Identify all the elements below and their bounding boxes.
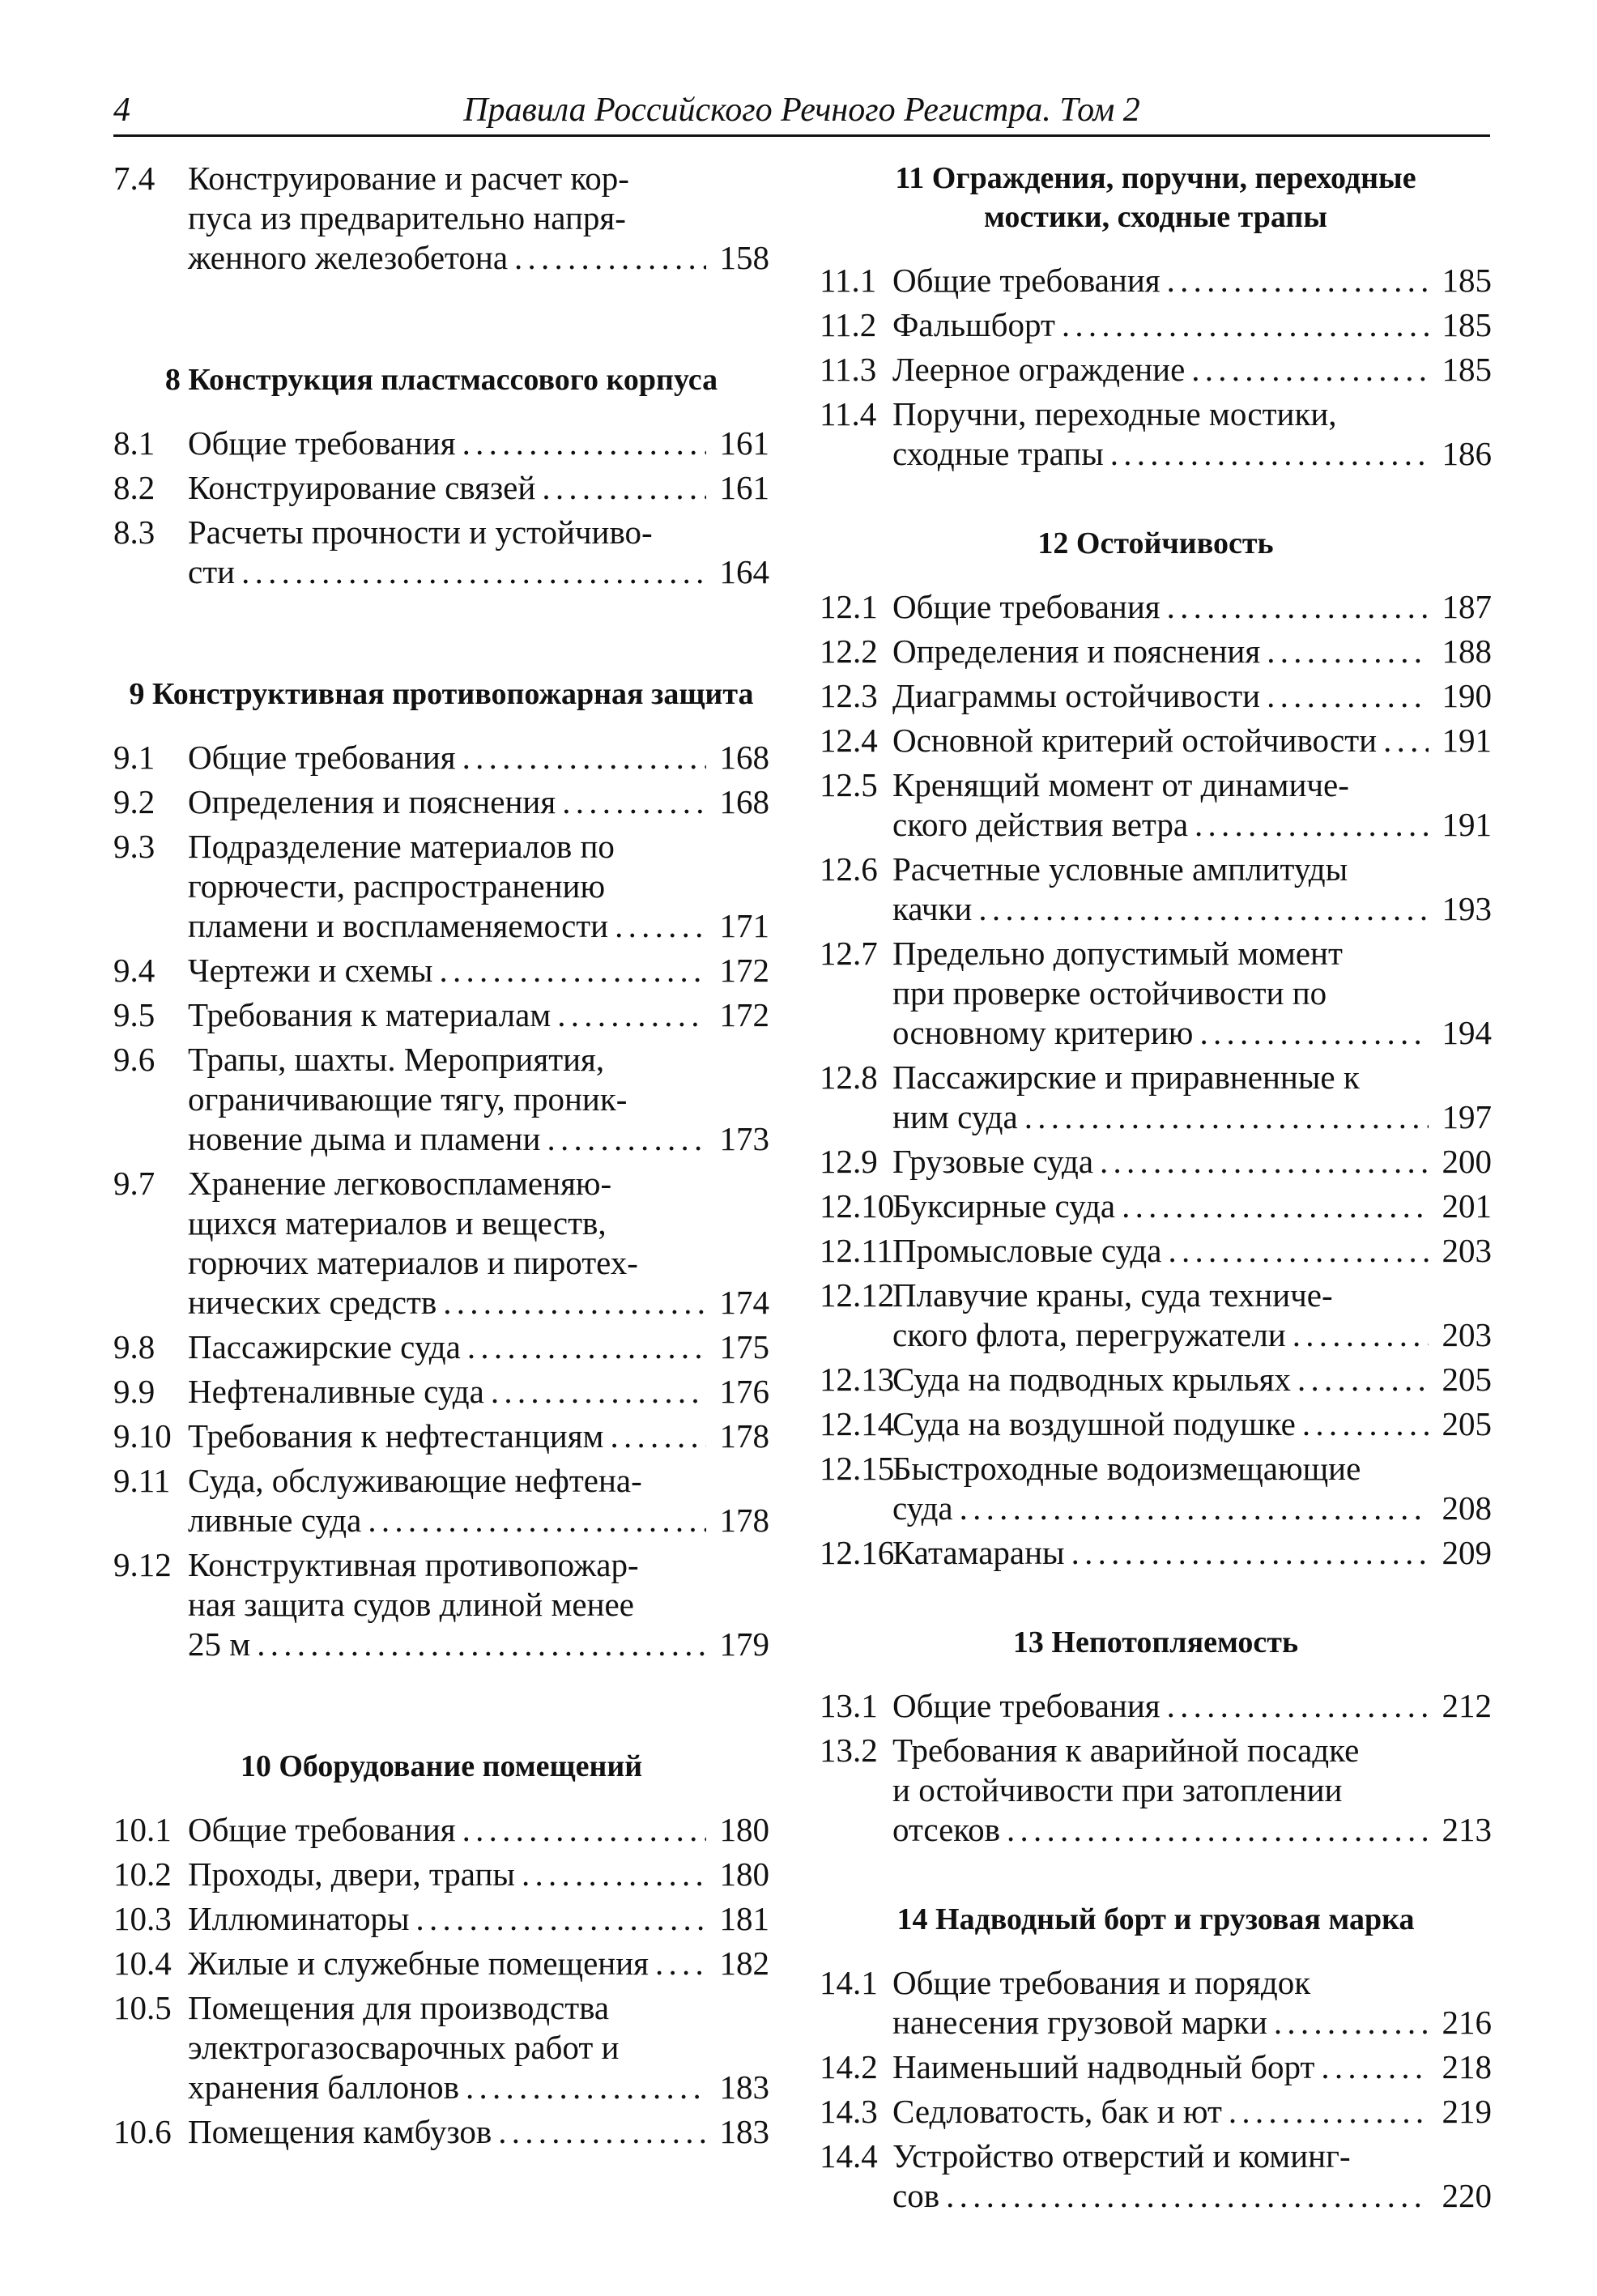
entry-number: 14.3 <box>820 2093 878 2130</box>
entry-line: Конструктивная противопожар- <box>188 1546 639 1583</box>
entry-title: Общие требования <box>892 262 1160 299</box>
section-heading <box>820 159 1492 236</box>
entry-number: 8.3 <box>113 513 155 551</box>
entry-title: Общие требования <box>188 1811 456 1848</box>
leader-dots <box>1167 261 1429 300</box>
entry-title: основному критерию <box>892 1014 1194 1051</box>
entry-number: 11.1 <box>820 262 877 299</box>
toc-entry[interactable] <box>820 1533 1492 1573</box>
entry-title: Общие требования <box>188 739 456 776</box>
toc-entry[interactable] <box>113 995 769 1035</box>
entry-number: 10.3 <box>113 1900 172 1937</box>
entry-page: 174 <box>719 1284 769 1321</box>
entry-line: Требования к аварийной посадке <box>892 1732 1360 1769</box>
entry-title: сходные трапы <box>892 435 1104 472</box>
toc-entry[interactable] <box>113 1899 769 1939</box>
entry-page: 205 <box>1442 1405 1492 1442</box>
leader-dots <box>1297 1360 1429 1399</box>
entry-title: Седловатость, бак и ют <box>892 2093 1222 2130</box>
entry-title: ливные суда <box>188 1502 362 1539</box>
entry-title: Наименьший надводный борт <box>892 2048 1315 2085</box>
toc-entry[interactable] <box>820 1449 1492 1528</box>
entry-title: ского флота, перегружатели <box>892 1316 1286 1353</box>
section-heading-line: 11 Ограждения, поручни, переходные <box>895 161 1416 195</box>
entry-line: Суда, обслуживающие нефтена- <box>188 1462 642 1499</box>
leader-dots <box>257 1625 706 1664</box>
entry-title: Жилые и служебные помещения <box>188 1945 649 1982</box>
leader-dots <box>978 889 1429 929</box>
entry-title: Пассажирские суда <box>188 1328 461 1365</box>
toc-entry[interactable] <box>820 1142 1492 1182</box>
leader-dots <box>498 2112 706 2152</box>
entry-title: Определения и пояснения <box>892 633 1261 670</box>
toc-entry[interactable] <box>820 721 1492 760</box>
toc-entry[interactable] <box>820 261 1492 300</box>
entry-line: горючести, распространению <box>188 867 606 905</box>
entry-title: ского действия ветра <box>892 806 1189 843</box>
leader-dots <box>241 552 706 592</box>
leader-dots <box>443 1283 706 1323</box>
entry-number: 12.13 <box>820 1361 895 1398</box>
entry-page: 187 <box>1442 588 1492 625</box>
toc-entry[interactable] <box>820 676 1492 716</box>
entry-title: хранения баллонов <box>188 2068 459 2106</box>
toc-entry[interactable] <box>820 1404 1492 1444</box>
entry-title: Проходы, двери, трапы <box>188 1855 515 1893</box>
entry-number: 12.5 <box>820 766 878 803</box>
leader-dots <box>491 1372 706 1412</box>
section-heading: 8 Конструкция пластмассового корпуса <box>164 363 718 397</box>
toc-entry[interactable] <box>820 1231 1492 1271</box>
section-heading-line: мостики, сходные трапы <box>984 200 1327 234</box>
leader-dots <box>1110 434 1429 474</box>
toc-entry[interactable] <box>820 934 1492 1053</box>
entry-number: 12.15 <box>820 1450 895 1487</box>
entry-page: 183 <box>719 2068 769 2106</box>
entry-page: 197 <box>1442 1098 1492 1135</box>
header-rule <box>113 134 1490 137</box>
entry-line: электрогазосварочных работ и <box>188 2029 620 2066</box>
toc-entry[interactable] <box>820 1686 1492 1726</box>
entry-number: 9.7 <box>113 1165 155 1202</box>
entry-number: 12.11 <box>820 1232 893 1269</box>
entry-line: Поручни, переходные мостики, <box>892 395 1337 432</box>
entry-page: 193 <box>1442 890 1492 927</box>
running-title: Правила Российского Речного Регистра. Том 2 <box>463 92 1140 129</box>
leader-dots <box>542 468 706 508</box>
toc-entry[interactable] <box>113 468 769 508</box>
entry-page: 208 <box>1442 1489 1492 1527</box>
leader-dots <box>462 424 706 463</box>
entry-page: 185 <box>1442 262 1492 299</box>
leader-dots <box>1062 305 1429 345</box>
entry-title: Леерное ограждение <box>892 351 1186 388</box>
leader-dots <box>522 1855 706 1894</box>
toc-entry[interactable] <box>113 1988 769 2107</box>
entry-number: 9.6 <box>113 1041 155 1078</box>
toc-column-left <box>113 159 769 2157</box>
leader-dots <box>368 1501 706 1540</box>
entry-line: Устройство отверстий и коминг- <box>892 2137 1351 2175</box>
toc-entry[interactable] <box>820 632 1492 671</box>
entry-page: 188 <box>1442 633 1492 670</box>
leader-dots <box>462 1810 706 1850</box>
entry-title: 25 м <box>188 1625 251 1663</box>
entry-page: 179 <box>719 1625 769 1663</box>
entry-page: 158 <box>719 239 769 276</box>
entry-number: 12.4 <box>820 722 878 759</box>
entry-page: 194 <box>1442 1014 1492 1051</box>
entry-page: 175 <box>719 1328 769 1365</box>
toc-entry[interactable] <box>820 1058 1492 1137</box>
entry-title: Нефтеналивные суда <box>188 1373 484 1410</box>
entry-number: 9.8 <box>113 1328 155 1365</box>
leader-dots <box>467 1327 706 1367</box>
leader-dots <box>557 995 706 1035</box>
entry-title: женного железобетона <box>188 239 509 276</box>
entry-number: 12.14 <box>820 1405 895 1442</box>
leader-dots <box>611 1416 706 1456</box>
entry-line: щихся материалов и веществ, <box>188 1204 607 1242</box>
leader-dots <box>946 2176 1429 2216</box>
entry-number: 12.6 <box>820 850 878 888</box>
entry-number: 12.16 <box>820 1534 895 1571</box>
toc-entry[interactable] <box>820 2092 1492 2132</box>
entry-page: 212 <box>1442 1687 1492 1724</box>
entry-page: 172 <box>719 996 769 1033</box>
entry-page: 180 <box>719 1811 769 1848</box>
leader-dots <box>1267 676 1429 716</box>
page-number: 4 <box>113 92 130 129</box>
entry-number: 10.5 <box>113 1989 172 2026</box>
entry-title: нанесения грузовой марки <box>892 2004 1267 2041</box>
leader-dots <box>960 1489 1429 1528</box>
entry-page: 171 <box>719 907 769 944</box>
leader-dots <box>1071 1533 1429 1573</box>
toc-entry[interactable] <box>113 1164 769 1323</box>
toc-entry[interactable] <box>820 1186 1492 1226</box>
leader-dots <box>1167 587 1429 627</box>
entry-page: 216 <box>1442 2004 1492 2041</box>
toc-entry[interactable] <box>113 827 769 946</box>
entry-page: 205 <box>1442 1361 1492 1398</box>
entry-line: и остойчивости при затоплении <box>892 1771 1343 1808</box>
toc-entry[interactable] <box>113 513 769 592</box>
entry-number: 9.5 <box>113 996 155 1033</box>
entry-number: 14.1 <box>820 1964 878 2001</box>
entry-number: 10.6 <box>113 2113 172 2150</box>
toc-entry[interactable] <box>113 1461 769 1540</box>
leader-dots <box>1302 1404 1429 1444</box>
entry-page: 213 <box>1442 1811 1492 1848</box>
entry-line: Общие требования и порядок <box>892 1964 1311 2001</box>
entry-page: 218 <box>1442 2048 1492 2085</box>
entry-number: 12.8 <box>820 1059 878 1096</box>
entry-line: Подразделение материалов по <box>188 828 615 865</box>
entry-line: пуса из предварительно напря- <box>188 199 626 236</box>
toc-column-right <box>820 159 1492 2221</box>
entry-line: Расчеты прочности и устойчиво- <box>188 513 653 551</box>
entry-title: качки <box>892 890 973 927</box>
entry-title: Требования к материалам <box>188 996 551 1033</box>
toc-entry[interactable] <box>820 587 1492 627</box>
toc-entry[interactable] <box>113 1416 769 1456</box>
toc-entry[interactable] <box>820 1360 1492 1399</box>
entry-page: 201 <box>1442 1187 1492 1225</box>
entry-line: Предельно допустимый момент <box>892 935 1343 972</box>
entry-title: ним суда <box>892 1098 1018 1135</box>
leader-dots <box>1191 350 1429 390</box>
entry-page: 186 <box>1442 435 1492 472</box>
entry-number: 12.10 <box>820 1187 895 1225</box>
toc-entry[interactable] <box>820 850 1492 929</box>
entry-number: 13.1 <box>820 1687 878 1724</box>
leader-dots <box>1100 1142 1429 1182</box>
entry-line: Конструирование и расчет кор- <box>188 160 629 197</box>
entry-number: 9.9 <box>113 1373 155 1410</box>
toc-entry[interactable] <box>113 2112 769 2152</box>
entry-number: 14.4 <box>820 2137 878 2175</box>
entry-number: 10.2 <box>113 1855 172 1893</box>
entry-number: 9.11 <box>113 1462 171 1499</box>
entry-title: Суда на подводных крыльях <box>892 1361 1292 1398</box>
entry-line: при проверке остойчивости по <box>892 974 1327 1012</box>
entry-line: Кренящий момент от динамиче- <box>892 766 1349 803</box>
entry-page: 176 <box>719 1373 769 1410</box>
toc-entry[interactable] <box>820 305 1492 345</box>
entry-page: 164 <box>719 553 769 590</box>
entry-number: 10.4 <box>113 1945 172 1982</box>
entry-number: 11.2 <box>820 306 877 343</box>
toc-entry[interactable] <box>113 1040 769 1159</box>
entry-number: 9.10 <box>113 1417 172 1455</box>
entry-title: Определения и пояснения <box>188 783 556 820</box>
entry-line: горючих материалов и пиротех- <box>188 1244 638 1281</box>
entry-number: 8.2 <box>113 469 155 506</box>
entry-number: 8.1 <box>113 424 155 462</box>
entry-page: 168 <box>719 783 769 820</box>
entry-page: 178 <box>719 1502 769 1539</box>
leader-dots <box>1199 1013 1429 1053</box>
entry-page: 182 <box>719 1945 769 1982</box>
entry-line: Хранение легковоспламеняю- <box>188 1165 612 1202</box>
section-heading: 9 Конструктивная противопожарная защита <box>129 677 754 711</box>
entry-page: 209 <box>1442 1534 1492 1571</box>
entry-title: нических средств <box>188 1284 437 1321</box>
entry-title: Конструирование связей <box>188 469 536 506</box>
entry-number: 12.7 <box>820 935 878 972</box>
toc-entry[interactable] <box>113 159 769 278</box>
toc-entry[interactable] <box>113 951 769 990</box>
leader-dots <box>466 2068 706 2107</box>
entry-page: 219 <box>1442 2093 1492 2130</box>
leader-dots <box>615 906 706 946</box>
entry-line: Пассажирские и приравненные к <box>892 1059 1360 1096</box>
leader-dots <box>1168 1231 1429 1271</box>
entry-title: Помещения камбузов <box>188 2113 492 2150</box>
entry-page: 183 <box>719 2113 769 2150</box>
entry-page: 168 <box>719 739 769 776</box>
entry-line: ограничивающие тягу, проник- <box>188 1080 628 1118</box>
toc-entry[interactable] <box>113 1810 769 1850</box>
leader-dots <box>462 738 706 777</box>
toc-entry[interactable] <box>113 738 769 777</box>
entry-title: Буксирные суда <box>892 1187 1116 1225</box>
entry-number: 9.4 <box>113 952 155 989</box>
toc-entry[interactable] <box>820 2136 1492 2216</box>
leader-dots <box>1122 1186 1429 1226</box>
entry-title: Грузовые суда <box>892 1143 1094 1180</box>
toc-entry[interactable] <box>820 765 1492 845</box>
entry-page: 190 <box>1442 677 1492 714</box>
section-heading: 14 Надводный борт и грузовая марка <box>896 1902 1415 1936</box>
leader-dots <box>439 951 706 990</box>
entry-line: Трапы, шахты. Мероприятия, <box>188 1041 605 1078</box>
leader-dots <box>1024 1097 1429 1137</box>
entry-page: 203 <box>1442 1232 1492 1269</box>
entry-number: 10.1 <box>113 1811 172 1848</box>
entry-number: 11.3 <box>820 351 877 388</box>
toc-entry[interactable] <box>820 2047 1492 2087</box>
entry-page: 203 <box>1442 1316 1492 1353</box>
entry-line: Быстроходные водоизмещающие <box>892 1450 1361 1487</box>
toc-entry[interactable] <box>820 1731 1492 1850</box>
leader-dots <box>1195 805 1429 845</box>
leader-dots <box>1229 2092 1429 2132</box>
running-header <box>113 91 1490 133</box>
entry-page: 185 <box>1442 306 1492 343</box>
leader-dots <box>1267 632 1429 671</box>
leader-dots <box>562 782 706 822</box>
entry-page: 161 <box>719 469 769 506</box>
toc-entry[interactable] <box>113 1327 769 1367</box>
entry-title: сов <box>892 2177 940 2214</box>
entry-number: 12.3 <box>820 677 878 714</box>
entry-page: 178 <box>719 1417 769 1455</box>
toc-entry[interactable] <box>820 350 1492 390</box>
entry-page: 220 <box>1442 2177 1492 2214</box>
toc-entry[interactable] <box>113 1944 769 1983</box>
entry-page: 200 <box>1442 1143 1492 1180</box>
entry-title: отсеков <box>892 1811 1000 1848</box>
entry-page: 161 <box>719 424 769 462</box>
entry-title: Общие требования <box>188 424 456 462</box>
toc-entry[interactable] <box>113 1545 769 1664</box>
toc-entry[interactable] <box>820 1963 1492 2043</box>
toc-entry[interactable] <box>113 782 769 822</box>
entry-page: 173 <box>719 1120 769 1157</box>
entry-page: 185 <box>1442 351 1492 388</box>
toc-entry[interactable] <box>820 1276 1492 1355</box>
entry-number: 11.4 <box>820 395 877 432</box>
entry-title: пламени и воспламеняемости <box>188 907 609 944</box>
leader-dots <box>1007 1810 1429 1850</box>
entry-number: 7.4 <box>113 160 155 197</box>
entry-title: Промысловые суда <box>892 1232 1162 1269</box>
entry-title: Диаграммы остойчивости <box>892 677 1261 714</box>
entry-number: 12.2 <box>820 633 878 670</box>
section-heading: 10 Оборудование помещений <box>240 1749 643 1783</box>
leader-dots <box>1383 721 1429 760</box>
leader-dots <box>514 238 706 278</box>
entry-number: 12.1 <box>820 588 878 625</box>
entry-line: ная защита судов длиной менее <box>188 1586 634 1623</box>
entry-number: 9.12 <box>113 1546 172 1583</box>
leader-dots <box>547 1119 706 1159</box>
leader-dots <box>1293 1315 1429 1355</box>
entry-number: 9.2 <box>113 783 155 820</box>
entry-page: 191 <box>1442 806 1492 843</box>
toc-entry[interactable] <box>113 1372 769 1412</box>
entry-page: 191 <box>1442 722 1492 759</box>
entry-title: Общие требования <box>892 1687 1160 1724</box>
toc-entry[interactable] <box>113 1855 769 1894</box>
entry-title: Иллюминаторы <box>188 1900 410 1937</box>
entry-number: 9.1 <box>113 739 155 776</box>
entry-line: Плавучие краны, суда техниче- <box>892 1276 1333 1314</box>
entry-title: Фальшборт <box>892 306 1055 343</box>
entry-line: Расчетные условные амплитуды <box>892 850 1348 888</box>
entry-number: 12.9 <box>820 1143 878 1180</box>
entry-title: суда <box>892 1489 953 1527</box>
entry-title: сти <box>188 553 236 590</box>
leader-dots <box>1167 1686 1429 1726</box>
entry-title: Основной критерий остойчивости <box>892 722 1378 759</box>
entry-title: новение дыма и пламени <box>188 1120 541 1157</box>
leader-dots <box>1274 2003 1429 2043</box>
toc-entry[interactable] <box>113 424 769 463</box>
entry-title: Требования к нефтестанциям <box>188 1417 604 1455</box>
entry-number: 9.3 <box>113 828 155 865</box>
leader-dots <box>416 1899 706 1939</box>
entry-title: Чертежи и схемы <box>188 952 433 989</box>
section-heading: 13 Непотопляемость <box>1012 1625 1299 1659</box>
entry-number: 14.2 <box>820 2048 878 2085</box>
entry-page: 181 <box>719 1900 769 1937</box>
entry-page: 172 <box>719 952 769 989</box>
entry-title: Суда на воздушной подушке <box>892 1405 1296 1442</box>
entry-page: 180 <box>719 1855 769 1893</box>
leader-dots <box>1321 2047 1429 2087</box>
toc-entry[interactable] <box>820 394 1492 474</box>
entry-number: 12.12 <box>820 1276 895 1314</box>
leader-dots <box>655 1944 706 1983</box>
entry-number: 13.2 <box>820 1732 878 1769</box>
section-heading: 12 Остойчивость <box>1037 526 1274 560</box>
entry-title: Катамараны <box>892 1534 1065 1571</box>
entry-title: Общие требования <box>892 588 1160 625</box>
entry-line: Помещения для производства <box>188 1989 610 2026</box>
